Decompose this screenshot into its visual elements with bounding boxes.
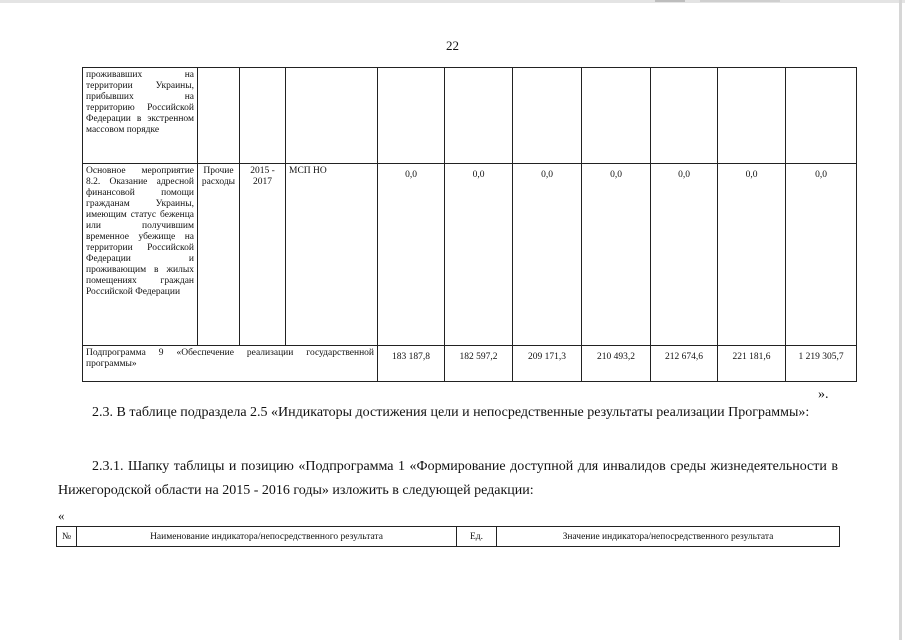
value-cell: 212 674,6 (651, 346, 718, 382)
value-cell: 0,0 (445, 164, 513, 346)
empty-cell (378, 68, 445, 164)
value-cell: 0,0 (513, 164, 582, 346)
period-cell: 2015 - 2017 (240, 164, 286, 346)
expense-type-cell: Прочие расходы (198, 164, 240, 346)
value-cell: 210 493,2 (582, 346, 651, 382)
opening-quote: « (58, 508, 65, 523)
value-cell: 0,0 (378, 164, 445, 346)
empty-cell (651, 68, 718, 164)
measure-name-cell: проживавших на территории Украины, прибывших на территорию Российской Федерации в экстренном массовом порядке (83, 68, 198, 164)
header-indicator-name: Наименование индикатора/непосредственного результата (77, 527, 457, 547)
paragraph-2-3 (58, 401, 838, 425)
value-cell: 0,0 (582, 164, 651, 346)
empty-cell (513, 68, 582, 164)
table-row-measure-8-2 (83, 164, 857, 346)
header-number: № (57, 527, 77, 547)
closing-quote: ». (818, 387, 829, 402)
paragraph-text: 2.3.1. Шапку таблицы и позицию «Подпрограмма 1 «Формирование доступной для инвалидов среды жизнедеятельности в Нижегородской области на 2015 - 2016 годы» изложить в следующей редакции: (58, 459, 838, 498)
header-indicator-value: Значение индикатора/непосредственного результата (497, 527, 840, 547)
value-cell: 0,0 (786, 164, 857, 346)
value-cell: 221 181,6 (718, 346, 786, 382)
value-cell: 209 171,3 (513, 346, 582, 382)
indicator-header-table (56, 526, 840, 547)
budget-table (82, 67, 857, 382)
table-header-row (57, 527, 840, 547)
paragraph-2-3-1 (58, 455, 838, 503)
empty-cell (198, 68, 240, 164)
value-cell: 1 219 305,7 (786, 346, 857, 382)
value-cell: 0,0 (651, 164, 718, 346)
value-cell: 182 597,2 (445, 346, 513, 382)
empty-cell (718, 68, 786, 164)
value-cell: 183 187,8 (378, 346, 445, 382)
executor-cell: МСП НО (286, 164, 378, 346)
subprogram-name-cell: Подпрограмма 9 «Обеспечение реализации государственной программы» (83, 346, 378, 382)
value-cell: 0,0 (718, 164, 786, 346)
scan-edge-right (899, 0, 902, 640)
page-number: 22 (446, 38, 459, 53)
header-unit: Ед. (457, 527, 497, 547)
empty-cell (286, 68, 378, 164)
paragraph-text: 2.3. В таблице подраздела 2.5 «Индикаторы достижения цели и непосредственные результаты реализации Программы»: (92, 405, 810, 420)
scan-artifact (700, 0, 780, 2)
empty-cell (786, 68, 857, 164)
table-row-subprogram-9 (83, 346, 857, 382)
empty-cell (582, 68, 651, 164)
measure-name-cell: Основное мероприятие 8.2. Оказание адресной финансовой помощи гражданам Украины, имеющим статус беженца или получившим временное убежище на территории Российской Федерации и проживающим в жилых помещениях граждан Российской Федерации (83, 164, 198, 346)
table-row-continued (83, 68, 857, 164)
empty-cell (445, 68, 513, 164)
empty-cell (240, 68, 286, 164)
scan-artifact (655, 0, 685, 2)
